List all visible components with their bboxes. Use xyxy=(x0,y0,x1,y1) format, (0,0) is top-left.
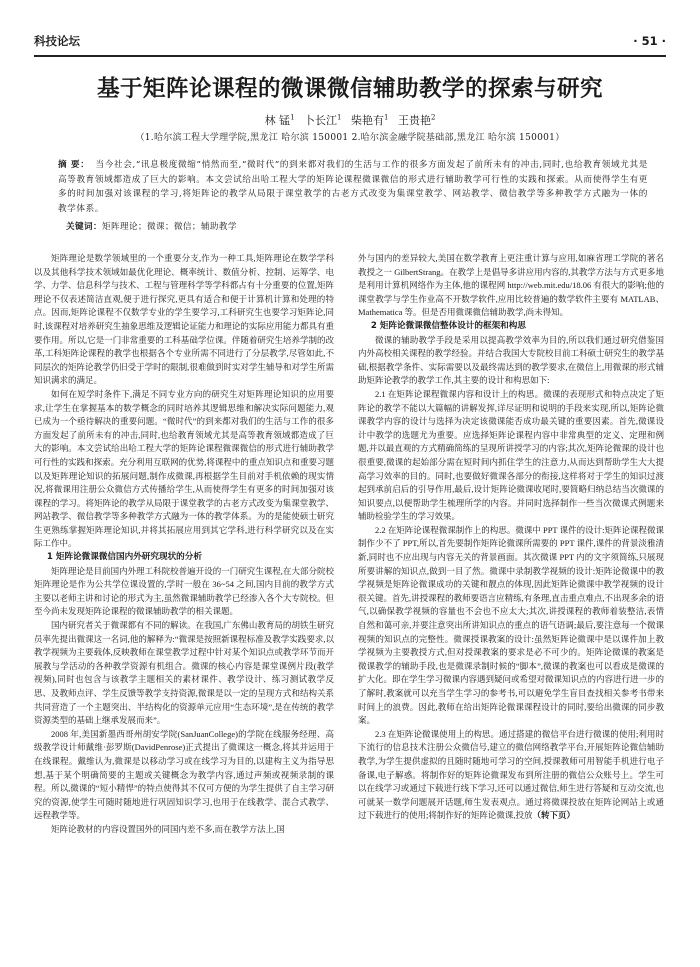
author: 卜长江$^1$ xyxy=(304,113,342,127)
paragraph-text: 如何在短学时条件下,满足不同专业方向的研究生对矩阵理论知识的应用要求,让学生在掌握基本的数学概念的同时培养其逻辑思维和解决实际问题能力,观已成为一个亟待解决的重要问题。“微时代”的到来都对我们的生活与工作的很多方面发起了前所未有的冲击,同时,也给教育领域尤其是高等教育领域都造成了巨大的影响。本文尝试给出哈工程大学的矩阵论课程微课微信的形式进行辅助教学可行性的实践和探索。充分利用互联网的优势,将课程中的重点知识点和重要习题以及矩阵理论知识的拓展问题,制作成微课,再根据学生目前对手机依赖的现实情况,将微课用注册公众微信方式传播给学生,从而使得学生有更多的时间加强对该课程的学习。将矩阵论的教学从局限于课堂教学的古老方式改变为集课堂教学、网站教学、微信教学等多种教学方式融为一体的教学体系。为的是能使硕士研究生更熟练掌握矩阵理论知识,并将其拓展应用到其它学科,进行科学研究以及在实际工作中。 xyxy=(34,388,334,549)
body-paragraph xyxy=(34,388,334,551)
body-paragraph xyxy=(34,565,334,619)
keywords xyxy=(66,220,648,232)
paragraph-text: 国内研究者关于微课都有不同的解读。在我国,广东佛山教育局的胡铁生研究员率先提出微课这一名词,他的解释为:“微课是按照新课程标准及教学实践要求,以教学视频为主要载体,反映教师在课堂教学过程中针对某个知识点或教学环节而开展教与学活动的各种教学资源有机组合。微课的核心内容是课堂课例片段(教学视频),同时也包含与该教学主题相关的素材课件、教学设计、练习测试教学反思、及教师点评、学生反馈等教学支持资源,微课是以一定的呈现方式和结构关系共同营造了一个主题突出、半结构化的资源单元应用“生态环境”,是在传统的教学资源类型的基础上继承发展而来”。 xyxy=(34,620,334,726)
abstract-text: 当今社会,“讯息极度微缩”悄然而至,“微时代”的到来都对我们的生活与工作的很多方面发起了前所未有的冲击,同时,也给教育领域尤其是高等教育领域都造成了巨大的影响。本文尝试给出哈工程大学的矩阵论课程微课微信的形式进行辅助教学可行性的实践和探索。从而使得学生有更多的时间加强对该课程的学习,将矩阵论的教学从局限于课堂教学的古老方式改变为集课堂教学、网站教学、微信教学等多种教学方式融为一体的教学体系。 xyxy=(58,160,648,214)
paragraph-text: 2008 年,美国新墨西哥州胡安学院(SanJuanCollege)的学院在线服务经理、高级教学设计师戴维·彭罗斯(DavidPenrose)正式提出了微课这一概念,将其并运用于在线课程。戴维认为,微课是以移动学习或在线学习为目的,以建构主义为指导思想,基于某个明确简要的主题或关键概念为教学内容,通过声频或视频录制的课程。所以,微课的“短小精悍”的特点使得其不仅可方便的为学生提供了自主学习研究的资源,使学生可随时随地进行巩固知识学习,也用于在线教学、混合式教学、远程教学等。 xyxy=(34,728,334,821)
body-paragraph xyxy=(358,252,664,320)
author-list xyxy=(0,112,700,128)
paragraph-text: 外与国内的差异较大,美国在数学教育上更注重计算与应用,如麻省理工学院的著名教授之一 GilbertStrang。在教学上是倡导多讲应用内容的,其教学方法与方式更多地是利用计算机网络作为主体,他的课程网 http://web.mit.edu/18.06 有很大的影响;他的课堂教学与学生作业高不开数学软件,应用比较普遍的数学软件主要有 MATLAB、Mathematica 等。但是否用微课微信辅助教学,尚未得知。 xyxy=(358,253,664,318)
paragraph-text: 1 矩阵论微课微信国内外研究现状的分析 xyxy=(46,552,202,563)
paragraph-text: 矩阵理论是数学领域里的一个重要分支,作为一种工具,矩阵理论在数学学科以及其他科学技术领域如最优化理论、概率统计、数值分析、控制、运筹学、电学、力学、信息科学与技术、工程与管理科学等学科都占有十分重要的位置,矩阵理论不仅表述简洁直观,便于进行探究,更具有适合和便于计算机计算和处理的特点。因而,矩阵论课程不仅数学专业的学生要学习,工科研究生也要学习矩阵论,同时,该课程对培养研究生抽象思维及逻辑论证能力和理论的实际应用能力都具有重要作用。所以,它是一门非常重要的工科基础学位课。伴随着研究生培养学制的改革,工科矩阵论课程的教学也根据各个专业所需不同进行了分层教学,尽管如此,不同层次的矩阵论教学仍旧受于学时的限制,很难做到时实对学生辅导和对学生所需知识满求的满足。 xyxy=(34,253,334,386)
page-number: · 51 · xyxy=(633,34,666,48)
continued-note: （转下页） xyxy=(532,811,576,822)
section-heading xyxy=(358,320,664,334)
author: 王贵艳$^2$ xyxy=(397,113,436,127)
keywords-label: 关键词： xyxy=(66,222,102,232)
left-column xyxy=(34,252,334,837)
right-column xyxy=(358,252,664,824)
paragraph-text: 2 矩阵论微课微信整体设计的框架和构思 xyxy=(370,320,526,331)
paragraph-text: 矩阵理论是目前国内外理工科院校普遍开设的一门研究生课程,在大部分院校矩阵理论是作为公共学位课设置的,学时一般在 36~54 之间,国内目前的教学方式主要以老师主讲和讨论的形式为主,虽然微课辅助教学已经渗入各个大专院校。但至今尚未发现矩阵论课程的微课辅助教学的相关课题。 xyxy=(34,565,334,617)
section-heading xyxy=(34,551,334,565)
body-paragraph xyxy=(34,823,334,837)
affiliation: （1.哈尔滨工程大学理学院,黑龙江 哈尔滨 150001 2.哈尔滨金融学院基础部,黑龙江 哈尔滨 150001） xyxy=(135,133,565,143)
journal-name: 科技论坛 xyxy=(34,34,80,48)
paragraph-text: 2.2 在矩阵论课程微课制作上的构思。微课中 PPT 课件的设计:矩阵论课程微课制作少不了 PPT,所以,首先要制作矩阵论微课所需要的 PPT 课件,课件的背景淡雅清新,同时也不应出现与内容无关的背景画面。其次微课 PPT 内的文字须简练,只展现所要讲解的知识点,做到一目了然。微课中录制教学视频的设计:矩阵论微课中的教学视频是矩阵论微课成功的关键和靓点的体现,因此矩阵论微课中教学视频的设计很关键。首先,讲授课程的教师要语言应精练,有条理,直击重点难点,不出现多余的语气,以确保教学视频的容量也不会也不应太大;其次,讲授课程的教师着装整洁,表情自然和蔼可亲,并要注意突出所讲知识点的重点的语气语调;最后,要注意每一个微课视频的知识点的完整性。微课授课教案的设计:虽然矩阵论微课中是以课件加上教学视频为主要教授方式,但对授课教案的要求是必不可少的。矩阵论微课的教案是微课教学的辅助手段,也是微课录制时候的“脚本”,微课的教案也可以看成是微课的扩大化。即在学生学习微课内容遇到疑问或希望对微课知识点的内容进行进一步的了解时,教案就可以充当学生学习的参考书,可以避免学生盲目查找相关参考书带来时间上的浪费。因此,教师在给出矩阵论微课课程设计的同时,要给出微课的同步教案。 xyxy=(358,524,665,726)
body-paragraph xyxy=(358,334,664,388)
body-paragraph xyxy=(358,728,664,824)
paragraph-text: 2.1 在矩阵论课程微课内容和设计上的构思。微课的表现形式和特点决定了矩阵论的教学不能以大篇幅的讲解发挥,详尽证明和说明的手段来实现,所以,矩阵论微课教学内容的设计与选择为决定该微课能否成功最关键的重要因素。首先,微课设计中教学的选题尤为重要。应选择矩阵论课程内容中非常典型的定义、定理和例题,并以最直观的方式精确简练的呈现所讲授学习的内容;其次,矩阵论微课的设计也很重要,微课的起始部分需在短时间内抓住学生的注意力,从而达到帮助学生大大提高学习效率的目的。同时,也要做好微课各部分的衔接,这样将对于学生的知识过渡起到承前启后的引导作用,最后,设计矩阵论微课收尾时,要简略归纳总结当次微课的知识要点,以便帮助学生梳理所学的内容。并同时选择制作一些当次微课式例题来辅助检验学生的学习效果。 xyxy=(358,388,664,522)
running-header xyxy=(34,30,666,52)
author: 柴艳有$^1$ xyxy=(351,113,389,127)
paragraph-text: 2.3 在矩阵论微课使用上的构思。通过搭建的微信平台进行微课的使用;利用时下流行的信息技术注册公众微信号,建立的微信网络教学平台,开展矩阵论微信辅助教学,为学生提供虚拟的且随时随地可学习的空间,授课教师可用智能手机进行电子备课,电子解惑。将制作好的矩阵论微课发布到所注册的微信公众账号上。学生可以在线学习或通过下载进行线下学习,还可以通过微信,师生进行答疑和互动交流,也可就某一数学问题展开话题,师生发表观点。通过将微课投放在矩阵论网站上或通过下载进行的使用;将制作好的矩阵论微课,投放 xyxy=(358,728,664,821)
body-paragraph xyxy=(358,524,664,728)
abstract xyxy=(58,158,648,216)
body-paragraph xyxy=(34,252,334,388)
paper-title: 基于矩阵论课程的微课微信辅助教学的探索与研究 xyxy=(96,76,603,102)
body-paragraph xyxy=(34,728,334,823)
paragraph-text: 矩阵论教材的内容设置国外的同国内差不多,而在教学方法上,国 xyxy=(51,823,285,834)
header-rule xyxy=(34,55,666,57)
body-paragraph xyxy=(358,388,664,524)
abstract-label: 摘 要： xyxy=(58,160,90,170)
body-paragraph xyxy=(34,619,334,728)
paragraph-text: 微课的辅助教学手段是采用以提高教学效率为目的,所以我们通过研究借鉴国内外高校相关课程的教学经验。并结合我国大专院校目前工科硕士研究生的教学基础,根据教学条件、实际需要以及最终需达到的教学要求,在微信上,用微课的形式辅助矩阵论教学的教学工作,其主要的设计和构思如下: xyxy=(358,334,665,386)
keywords-text: 矩阵理论；微课；微信；辅助教学 xyxy=(101,222,237,232)
author: 林 锰$^1$ xyxy=(264,113,295,127)
